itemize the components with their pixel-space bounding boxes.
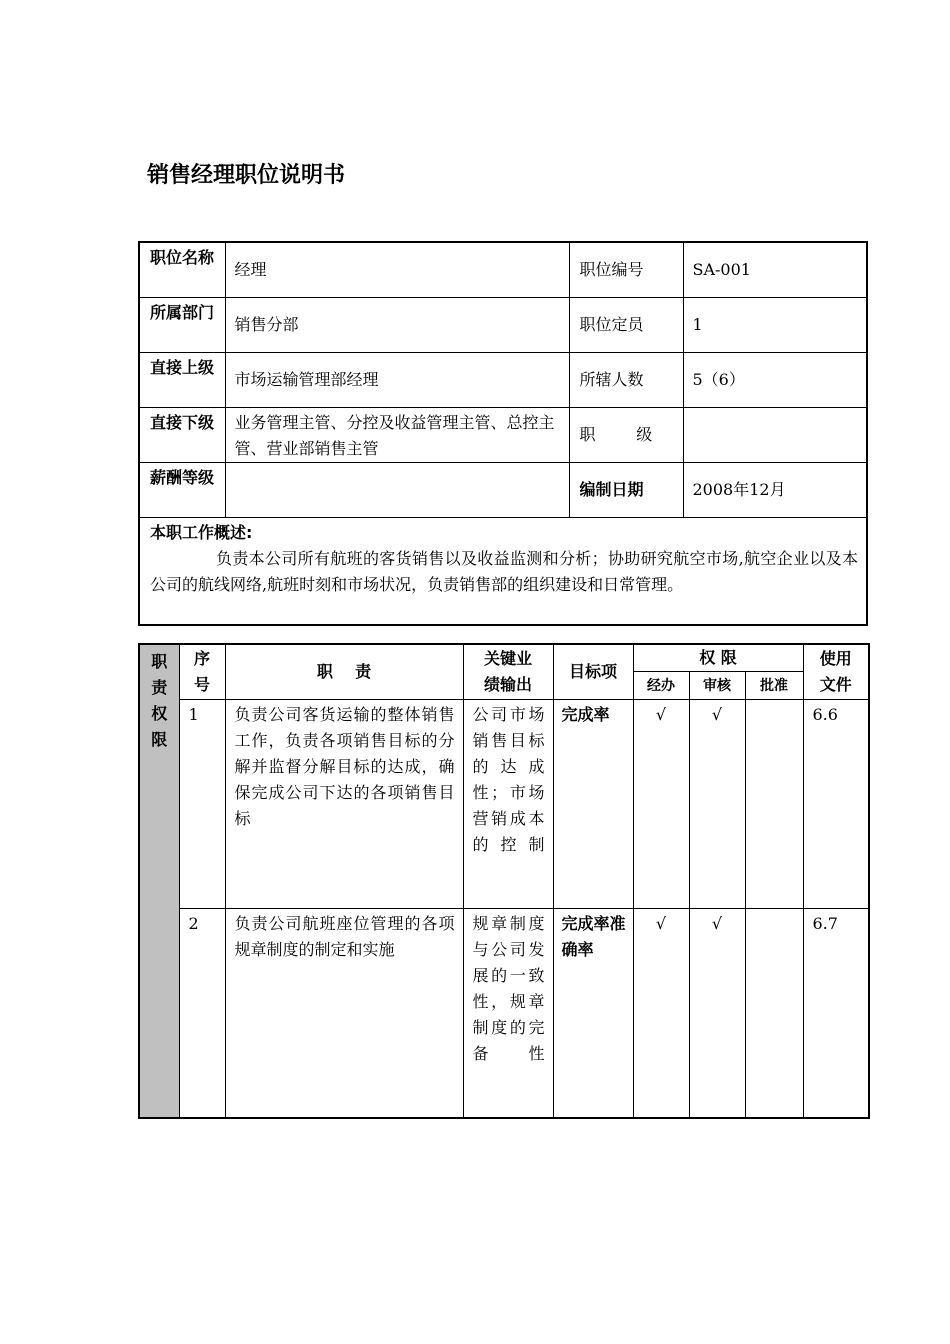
approve-check — [745, 700, 803, 909]
duty-cell: 负责公司客货运输的整体销售工作，负责各项销售目标的分解并监督分解目标的达成，确保完成公司下达的各项销售目标 — [225, 700, 463, 909]
duty-table — [138, 643, 870, 1119]
file-cell: 6.6 — [803, 700, 869, 909]
info-value: 经理 — [225, 242, 569, 298]
side-label: 职 责 权 限 — [139, 644, 179, 1118]
handle-check: √ — [633, 909, 689, 1119]
info-value-2: SA-001 — [683, 242, 867, 298]
info-row — [139, 463, 867, 518]
info-value-2: 5（6） — [683, 353, 867, 408]
info-row — [139, 408, 867, 463]
duty-row — [139, 909, 869, 1119]
seq-cell: 2 — [179, 909, 225, 1119]
authority-header: 权 限 — [633, 644, 803, 672]
page-title: 销售经理职位说明书 — [147, 163, 346, 188]
summary-cell — [139, 518, 867, 626]
info-label: 职位名称 — [139, 242, 225, 298]
seq-header: 序 号 — [179, 644, 225, 700]
auth-review-header: 审核 — [689, 672, 745, 700]
duty-cell: 负责公司航班座位管理的各项规章制度的制定和实施 — [225, 909, 463, 1119]
info-label-2: 职 级 — [569, 408, 683, 463]
target-cell: 完成率 — [553, 700, 633, 909]
info-label: 薪酬等级 — [139, 463, 225, 518]
info-label: 直接上级 — [139, 353, 225, 408]
info-value — [225, 463, 569, 518]
output-cell: 规章制度与公司发展的一致性，规章制度的完备性 — [463, 909, 553, 1119]
approve-check — [745, 909, 803, 1119]
target-cell: 完成率准确率 — [553, 909, 633, 1119]
summary-row — [139, 518, 867, 626]
target-header: 目标项 — [553, 644, 633, 700]
file-cell: 6.7 — [803, 909, 869, 1119]
review-check: √ — [689, 909, 745, 1119]
duty-row — [139, 700, 869, 909]
info-label: 所属部门 — [139, 298, 225, 353]
info-row — [139, 353, 867, 408]
summary-text: 负责本公司所有航班的客货销售以及收益监测和分析；协助研究航空市场,航空企业以及本公司的航线网络,航班时刻和市场状况，负责销售部的组织建设和日常管理。 — [150, 549, 858, 594]
info-value-2 — [683, 408, 867, 463]
seq-cell: 1 — [179, 700, 225, 909]
duty-header: 职 责 — [225, 644, 463, 700]
duty-header-row — [139, 644, 869, 672]
info-row — [139, 298, 867, 353]
file-header: 使用 文件 — [803, 644, 869, 700]
info-value: 销售分部 — [225, 298, 569, 353]
output-header: 关键业 绩输出 — [463, 644, 553, 700]
info-label-2: 所辖人数 — [569, 353, 683, 408]
output-cell: 公司市场销售目标的达成性；市场营销成本的控制 — [463, 700, 553, 909]
handle-check: √ — [633, 700, 689, 909]
info-value-2: 2008年12月 — [683, 463, 867, 518]
position-info-table — [138, 241, 868, 626]
info-label: 直接下级 — [139, 408, 225, 463]
info-value: 业务管理主管、分控及收益管理主管、总控主管、营业部销售主管 — [225, 408, 569, 463]
info-value: 市场运输管理部经理 — [225, 353, 569, 408]
auth-handle-header: 经办 — [633, 672, 689, 700]
info-label-2: 职位定员 — [569, 298, 683, 353]
auth-approve-header: 批准 — [745, 672, 803, 700]
info-label-2: 编制日期 — [569, 463, 683, 518]
info-value-2: 1 — [683, 298, 867, 353]
summary-heading: 本职工作概述: — [150, 523, 253, 542]
review-check: √ — [689, 700, 745, 909]
info-label-2: 职位编号 — [569, 242, 683, 298]
info-row — [139, 242, 867, 298]
